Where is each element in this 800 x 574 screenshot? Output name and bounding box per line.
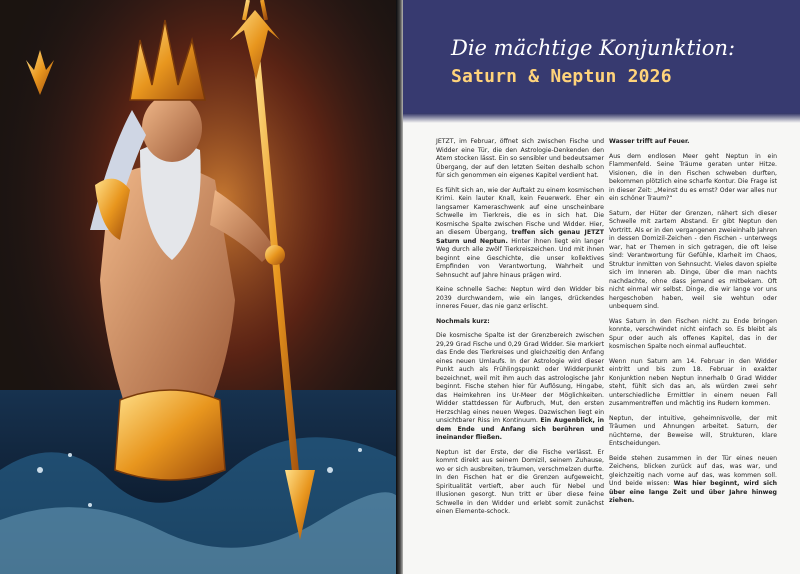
paragraph: Keine schnelle Sache: Neptun wird den Widder bis 2039 durchwandern, wie ein langes, drückendes inneres Feuer, das nie ganz erlischt.	[436, 286, 604, 310]
highlight-text: Ein Augenblick, in dem Ende und Anfang sich berühren und ineinander fließen.	[436, 417, 604, 441]
highlight-text: treffen sich genau JETZT Saturn und Neptun.	[436, 229, 604, 245]
paragraph	[609, 455, 777, 506]
text-span: Die kosmische Spalte ist der Grenzbereich zwischen 29,29 Grad Fische und 0,29 Grad Widder. Sie markiert das Ende des Tierkreises und gleichzeitig den Anfang eines neuen Umlaufs. In der Astrologie wird dieser Punkt auch als Frühlingspunkt oder Widderpunkt bezeichnet, weil mit ihm auch das astrologische Jahr beginnt. Fische stehen hier für Auflösung, Hingabe, das Heimkehren ins Ur-Meer der Möglichkeiten. Widder stattdessen für Aufbruch, Mut, den ersten Herzschlag eines neuen Weges. Dazwischen liegt ein unsichtbarer Riss im Kontinuum.	[436, 332, 604, 424]
subheading: Wasser trifft auf Feuer.	[609, 138, 690, 145]
article-page	[403, 0, 800, 574]
text-span: Neptun ist der Erste, der die Fische verlässt. Er kommt direkt aus seinem Domizil, seinem Zuhause, wo er sich ausbreiten, träumen, verschmelzen durfte. In den Fischen hat er die Grenzen aufgeweicht, Spiritualität vertieft, aber auch für Nebel und Illusionen gesorgt.	[436, 448, 604, 498]
article-column-right	[609, 138, 777, 512]
page-title: Die mächtige Konjunktion:	[451, 36, 736, 60]
paragraph: Was Saturn in den Fischen nicht zu Ende bringen konnte, verschwindet nicht einfach so. Es bleibt als Spur oder auch als offenes Kapitel, das in der kosmischen Spalte noch einmal aufleuchtet.	[609, 317, 777, 350]
text-span: Beide stehen zusammen in der Tür eines neuen Zeichens, blicken zurück auf das, was war, und gleichzeitig nach vorne auf das, was kommen soll. Und beide wissen:	[609, 454, 777, 487]
paragraph	[436, 187, 604, 281]
banner-shadow	[403, 113, 800, 123]
paragraph	[609, 415, 777, 449]
paragraph	[436, 332, 604, 443]
article-column-left	[436, 138, 604, 523]
paragraph: Wenn nun Saturn am 14. Februar in den Widder eintritt und bis zum 18. Februar in exakter Konjunktion neben Neptun innerhalb 0 Grad Widder steht, fühlt sich das an, als würden zwei sehr unterschiedliche Ermittler in einem neuen Fall zusammentreffen und mächtig ins Rudern kommen.	[609, 357, 777, 407]
text-span: Dinge, über die man nachts nachdachte, ohne dass jemand es mitbekam. Oft nicht einmal wir selbst. Dinge, die wir lange vor uns hergeschoben haben, weil sie wehtun oder unbequem sind.	[609, 269, 777, 310]
paragraph: Aus dem endlosen Meer geht Neptun in ein Flammenfeld. Seine Träume geraten unter Hitze. Visionen, die in den Fischen schweben durften, bekommen plötzlich eine scharfe Kontur. Die Frage ist in dieser Zeit: „Meinst du es ernst? Oder war alles nur ein schöner Traum?“	[609, 152, 777, 202]
paragraph: JETZT, im Februar, öffnet sich zwischen Fische und Widder eine Tür, die den Astrologie-Denkenden den Atem stocken lässt. Ein so sensibler und bedeutsamer Übergang, der auf den letzten Seiten deshalb schon für sich genommen ein eigenes Kapitel verdient hat.	[436, 138, 604, 179]
paragraph	[436, 449, 604, 517]
title-banner	[403, 0, 800, 113]
text-span: Neptun, der intuitive, geheimnisvolle, der mit Träumen und Ahnungen arbeitet.	[609, 414, 777, 430]
text-span: Saturn, der nüchterne, der Beweise will, Strukturen, klare Entscheidungen.	[609, 423, 778, 447]
text-span: Es fühlt sich an, wie der Auftakt zu einem kosmischen Krimi. Kein lauter Knall, kein Feuerwerk. Eher ein langsamer Kameraschwenk auf eine unscheinbare Schwelle im Tierkreis, die es in sich hat. Die Kosmische Spalte zwischen Fische und Widder. Hier, an diesem Übergang,	[436, 186, 604, 236]
subheading: Nochmals kurz:	[436, 317, 490, 325]
text-span: Saturn, der Hüter der Grenzen, nähert sich dieser Schwelle mit zartem Abstand. Er gibt Neptun den Vortritt. Als er in den vergangenen zweieinhalb Jahren in dessen Domizil-Zeichen - den Fischen - unterwegs war, hat er Themen in sich getragen, die oft leise sind: Verantwortung für Gefühle, Klarheit im Chaos, Struktur inmitten von Sehnsucht. Vieles davon spielte sich im Inneren ab.	[609, 209, 777, 276]
highlight-text: Was hier beginnt, wird sich über eine lange Zeit und über Jahre hinweg ziehen.	[609, 480, 778, 504]
text-span: Hinter ihnen liegt ein langer Weg durch alle zwölf Tierkreiszeichen. Und mit ihnen beginnt eine Geschichte, die unser kollektives Empfinden von Verantwortung, Wahrheit und Sehnsucht auf Jahre hinaus prägen wird.	[436, 237, 604, 279]
text-span: Nun tritt er über diese feine Schwelle in den Widder und erlebt somit zunächst einen Elemente-schock.	[436, 491, 605, 515]
page-subtitle: Saturn & Neptun 2026	[451, 66, 672, 87]
paragraph	[609, 210, 777, 312]
